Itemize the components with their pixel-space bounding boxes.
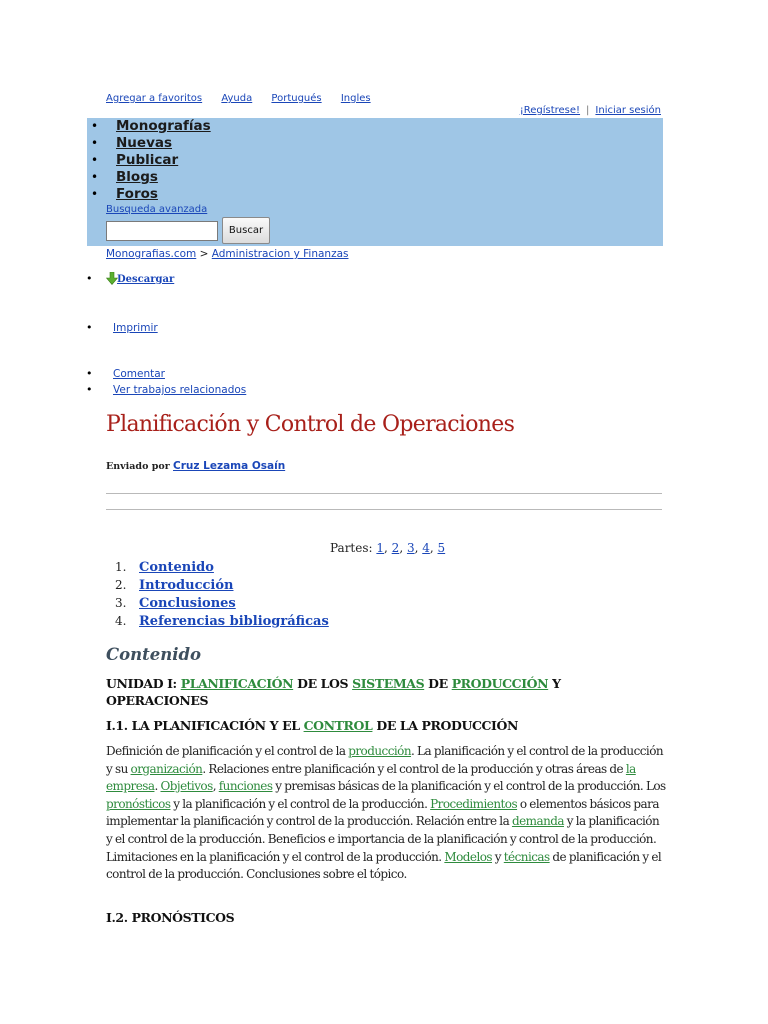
help-link[interactable]: Ayuda	[221, 93, 253, 104]
top-links	[106, 93, 387, 104]
related-item	[86, 382, 247, 398]
nav-item-nuevas	[87, 135, 211, 152]
portuguese-link[interactable]: Portugués	[271, 93, 322, 104]
breadcrumb-home[interactable]: Monografias.com	[106, 248, 197, 260]
toc-item	[115, 576, 329, 594]
paragraph-text: o elementos básicos para implementar la planificación y control de la producción. Relación entre la	[106, 796, 659, 829]
nav-link-publicar[interactable]: Publicar	[116, 152, 179, 168]
comment-list	[86, 366, 247, 398]
english-link[interactable]: Ingles	[340, 93, 371, 104]
sistemas-link[interactable]: SISTEMAS	[352, 676, 425, 691]
bullet-dot: •	[86, 272, 93, 285]
part-link-4[interactable]: 4	[422, 541, 430, 555]
toc-number: 4.	[115, 614, 127, 628]
pronosticos-link[interactable]: pronósticos	[106, 796, 171, 811]
paragraph-text: y premisas básicas de la planificación y el control de la producción. Los	[275, 779, 666, 794]
procedimientos-link[interactable]: Procedimientos	[430, 796, 518, 811]
print-item	[86, 320, 158, 336]
search-input[interactable]	[106, 221, 218, 241]
breadcrumb-section[interactable]: Administracion y Finanzas	[211, 248, 349, 260]
demanda-link[interactable]: demanda	[511, 814, 564, 829]
nav-item-blogs	[87, 169, 211, 186]
nav-link-foros[interactable]: Foros	[116, 186, 158, 202]
paragraph-text: ,	[212, 779, 216, 794]
nav-band	[87, 118, 663, 246]
modelos-link[interactable]: Modelos	[444, 849, 493, 864]
toc-link-referencias[interactable]: Referencias bibliográficas	[139, 614, 329, 629]
funciones-link[interactable]: funciones	[218, 779, 273, 794]
advanced-search-link[interactable]: Busqueda avanzada	[106, 204, 208, 215]
toc-item	[115, 558, 329, 576]
unit-prefix: UNIDAD I:	[106, 676, 177, 691]
comment-item	[86, 366, 246, 382]
toc-link-conclusiones[interactable]: Conclusiones	[139, 596, 236, 611]
bullet-dot: •	[86, 383, 93, 396]
download-list	[86, 271, 175, 287]
nav-link-blogs[interactable]: Blogs	[116, 169, 158, 185]
nav-link-nuevas[interactable]: Nuevas	[116, 135, 173, 151]
print-link[interactable]: Imprimir	[113, 322, 158, 334]
toc-number: 2.	[115, 578, 127, 592]
bullet-dot: •	[86, 367, 93, 380]
search-button[interactable]: Buscar	[222, 217, 270, 244]
paragraph-text: . La planificación y el control de la producción y su	[106, 744, 664, 776]
table-of-contents	[115, 558, 329, 630]
sent-by-label: Enviado por	[106, 461, 170, 472]
parts-label: Partes:	[330, 541, 373, 555]
toc-number: 1.	[115, 560, 127, 574]
download-item	[86, 271, 175, 287]
main-nav	[87, 118, 211, 203]
paragraph-text: y la planificación y el control de la producción. Beneficios e importancia de la planificación y control de la producción. Limitaciones en la planificación y el control de la producción.	[106, 814, 660, 864]
divider	[106, 493, 662, 494]
comment-link[interactable]: Comentar	[113, 368, 165, 380]
download-link[interactable]: Descargar	[117, 274, 175, 285]
la-empresa-link[interactable]: la empresa	[106, 761, 636, 794]
unit-text: Y OPERACIONES	[106, 676, 561, 708]
part-link-3[interactable]: 3	[406, 541, 415, 555]
download-arrow-icon	[106, 272, 118, 285]
toc-item	[115, 612, 329, 630]
subheading-text: I.1. LA PLANIFICACIÓN Y EL	[106, 718, 300, 733]
byline	[106, 460, 285, 472]
body-paragraph	[106, 743, 668, 884]
subheading-planificacion-control	[106, 718, 666, 733]
produccion-link[interactable]: PRODUCCIÓN	[451, 676, 549, 691]
nav-item-publicar	[87, 152, 211, 169]
paragraph-text: y	[494, 849, 502, 864]
toc-link-contenido[interactable]: Contenido	[139, 560, 214, 575]
nav-item-foros	[87, 186, 211, 203]
subheading-pronosticos: I.2. PRONÓSTICOS	[106, 910, 235, 925]
unit-text: DE LOS	[297, 676, 349, 691]
add-favorites-link[interactable]: Agregar a favoritos	[106, 93, 203, 104]
page-title: Planificación y Control de Operaciones	[106, 412, 515, 437]
part-link-2[interactable]: 2	[391, 541, 400, 555]
divider	[106, 509, 662, 510]
breadcrumb	[106, 248, 349, 260]
organizacion-link[interactable]: organización	[130, 761, 203, 776]
paragraph-text: .	[154, 779, 158, 794]
unit-text: DE	[428, 676, 448, 691]
produccion-inline-link[interactable]: producción	[348, 744, 412, 758]
subheading-text: DE LA PRODUCCIÓN	[376, 718, 519, 733]
paragraph-text: . Relaciones entre planificación y el control de la producción y otras áreas de	[202, 761, 624, 776]
section-heading-contenido: Contenido	[106, 645, 202, 664]
parts-pagination: Partes: 1, 2, 3, 4, 5	[330, 541, 446, 555]
tecnicas-link[interactable]: técnicas	[503, 849, 550, 864]
paragraph-text: de planificación y el control de la producción. Conclusiones sobre el tópico.	[106, 849, 662, 882]
related-works-link[interactable]: Ver trabajos relacionados	[113, 384, 247, 396]
bullet-dot: •	[86, 321, 93, 334]
part-link-1[interactable]: 1	[376, 541, 385, 555]
toc-number: 3.	[115, 596, 127, 610]
toc-link-introduccion[interactable]: Introducción	[139, 578, 234, 593]
paragraph-text: Definición de planificación y el control de la	[106, 744, 346, 758]
nav-link-monografias[interactable]: Monografías	[116, 118, 211, 134]
author-link[interactable]: Cruz Lezama Osaín	[173, 460, 286, 472]
planificacion-link[interactable]: PLANIFICACIÓN	[180, 676, 294, 691]
control-link[interactable]: CONTROL	[303, 718, 373, 733]
part-link-5[interactable]: 5	[437, 541, 446, 555]
toc-item	[115, 594, 329, 612]
print-list	[86, 320, 158, 336]
auth-separator: |	[586, 105, 590, 116]
paragraph-text: y la planificación y el control de la producción.	[173, 796, 428, 811]
breadcrumb-separator: >	[199, 248, 209, 260]
unit-heading	[106, 675, 666, 709]
objetivos-link[interactable]: Objetivos	[160, 779, 213, 794]
nav-item-monografias	[87, 118, 211, 135]
register-link[interactable]: ¡Regístrese!	[519, 105, 581, 116]
auth-links	[520, 105, 661, 116]
login-link[interactable]: Iniciar sesión	[595, 105, 661, 116]
